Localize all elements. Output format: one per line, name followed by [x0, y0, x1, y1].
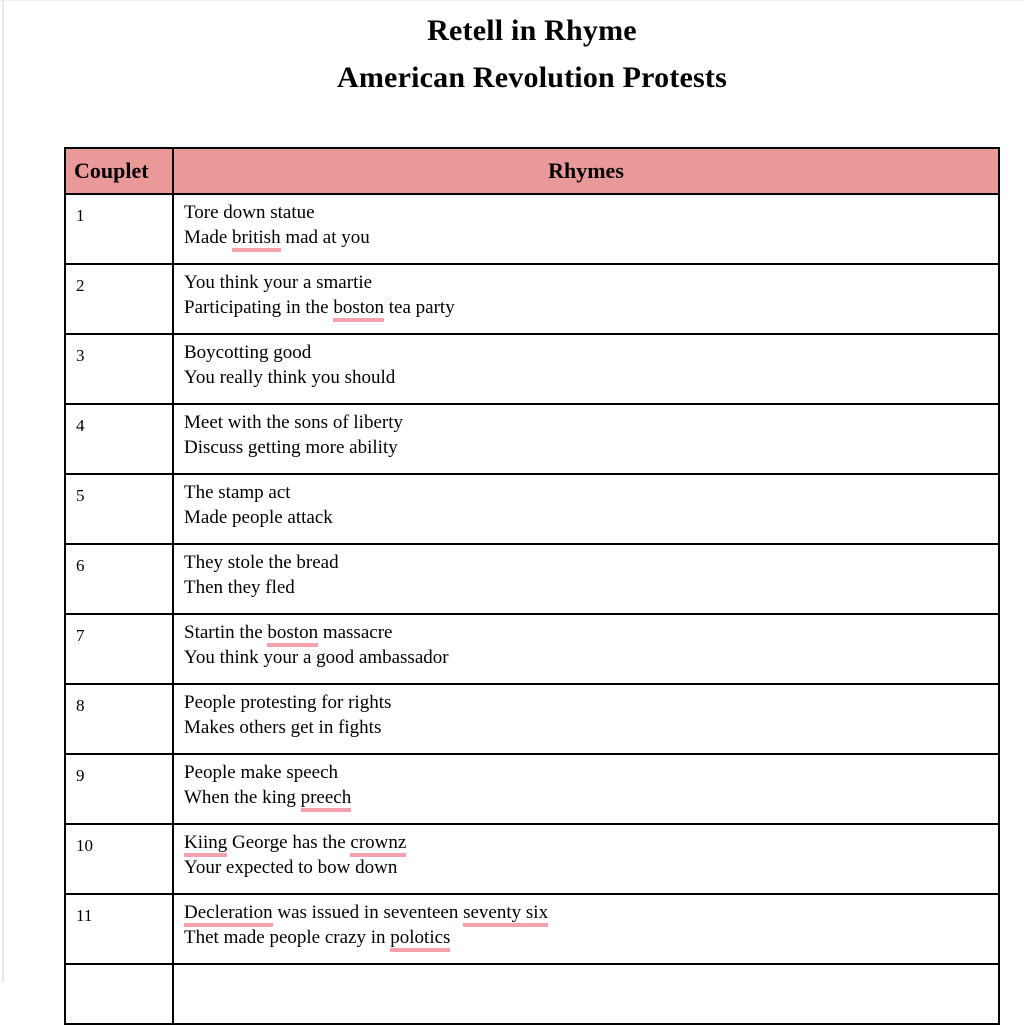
couplet-number-cell[interactable]: 4	[65, 404, 173, 474]
rhyme-line	[184, 785, 986, 810]
document-title-block	[40, 7, 1024, 101]
rhyme-cell[interactable]	[173, 474, 999, 544]
rhyme-line	[184, 225, 986, 250]
rhyme-line	[184, 620, 986, 645]
rhyme-text: Then they fled	[184, 577, 295, 598]
rhyme-cell[interactable]	[173, 684, 999, 754]
rhyme-text: massacre	[318, 622, 393, 643]
table-row	[65, 684, 999, 754]
table-header-row	[65, 148, 999, 194]
rhyme-line	[184, 365, 986, 390]
rhyme-line	[184, 855, 986, 880]
rhyme-line	[184, 900, 986, 925]
couplet-number-cell[interactable]: 8	[65, 684, 173, 754]
rhyme-text: Participating in the	[184, 297, 334, 318]
rhymes-column-header[interactable]: Rhymes	[173, 148, 999, 194]
rhyme-cell[interactable]	[173, 964, 999, 1024]
rhyme-text: When the king	[184, 787, 301, 808]
table-row	[65, 404, 999, 474]
rhyme-text: You think your a good ambassador	[184, 647, 449, 668]
rhyme-text: Made people attack	[184, 507, 333, 528]
misspelled-word: seventy six	[463, 902, 548, 927]
rhyme-text: Makes others get in fights	[184, 717, 382, 738]
rhyme-text: You think your a smartie	[184, 272, 373, 293]
page-left-edge	[2, 1, 4, 982]
rhyme-cell[interactable]	[173, 544, 999, 614]
misspelled-word: Decleration	[184, 902, 273, 927]
rhyme-cell[interactable]	[173, 754, 999, 824]
rhyme-text: mad at you	[280, 227, 370, 248]
rhyme-text: tea party	[384, 297, 455, 318]
couplet-number-cell[interactable]: 9	[65, 754, 173, 824]
misspelled-word: boston	[267, 622, 318, 647]
couplet-number-cell[interactable]: 7	[65, 614, 173, 684]
rhyme-line	[184, 760, 986, 785]
rhyme-text: You really think you should	[184, 367, 396, 388]
rhyme-text: They stole the bread	[184, 552, 339, 573]
rhyme-text: was issued in seventeen	[272, 902, 464, 923]
couplet-column-header[interactable]: Couplet	[65, 148, 173, 194]
couplet-number-cell[interactable]	[65, 964, 173, 1024]
rhyme-line	[184, 410, 986, 435]
misspelled-word: british	[232, 227, 281, 252]
table-row	[65, 334, 999, 404]
doc-title-line-1[interactable]: Retell in Rhyme	[427, 14, 637, 47]
table-row	[65, 194, 999, 264]
couplet-number-cell[interactable]: 2	[65, 264, 173, 334]
couplet-number-cell[interactable]: 1	[65, 194, 173, 264]
table-row	[65, 614, 999, 684]
rhyme-text: George has the	[227, 832, 351, 853]
table-row	[65, 264, 999, 334]
rhyme-text: People make speech	[184, 762, 339, 783]
rhyme-line	[184, 270, 986, 295]
rhyme-line	[184, 715, 986, 740]
rhyme-line	[184, 505, 986, 530]
table-row	[65, 964, 999, 1024]
rhyme-text: The stamp act	[184, 482, 291, 503]
rhyme-cell[interactable]	[173, 334, 999, 404]
rhyme-line	[184, 925, 986, 950]
rhyme-text: Thet made people crazy in	[184, 927, 391, 948]
rhyme-cell[interactable]	[173, 404, 999, 474]
rhyme-text: Startin the	[184, 622, 268, 643]
rhyme-line	[184, 340, 986, 365]
rhyme-text: People protesting for rights	[184, 692, 392, 713]
rhyme-text: Made	[184, 227, 233, 248]
rhyme-line	[184, 295, 986, 320]
rhyme-cell[interactable]	[173, 824, 999, 894]
misspelled-word: polotics	[390, 927, 450, 952]
rhyme-text: Meet with the sons of liberty	[184, 412, 403, 433]
rhyme-line	[184, 645, 986, 670]
table-row	[65, 474, 999, 544]
rhyme-line	[184, 200, 986, 225]
rhyme-line	[184, 480, 986, 505]
table-row	[65, 894, 999, 964]
rhyme-cell[interactable]	[173, 614, 999, 684]
misspelled-word: crownz	[350, 832, 406, 857]
misspelled-word: boston	[333, 297, 384, 322]
couplet-number-cell[interactable]: 6	[65, 544, 173, 614]
table-row	[65, 824, 999, 894]
couplets-table	[64, 147, 1000, 1025]
rhyme-line	[184, 435, 986, 460]
rhyme-cell[interactable]	[173, 194, 999, 264]
couplet-number-cell[interactable]: 5	[65, 474, 173, 544]
rhyme-text: Discuss getting more ability	[184, 437, 398, 458]
table-row	[65, 754, 999, 824]
couplet-number-cell[interactable]: 10	[65, 824, 173, 894]
rhyme-cell[interactable]	[173, 264, 999, 334]
misspelled-word: preech	[301, 787, 352, 812]
couplet-number-cell[interactable]: 3	[65, 334, 173, 404]
couplet-number-cell[interactable]: 11	[65, 894, 173, 964]
rhyme-line	[184, 575, 986, 600]
rhyme-cell[interactable]	[173, 894, 999, 964]
table-row	[65, 544, 999, 614]
rhyme-text: Your expected to bow down	[184, 857, 398, 878]
misspelled-word: Kiing	[184, 832, 227, 857]
table-body	[65, 194, 999, 1024]
rhyme-line	[184, 690, 986, 715]
rhyme-line	[184, 830, 986, 855]
doc-title-line-2[interactable]: American Revolution Protests	[337, 61, 727, 94]
rhyme-text: Tore down statue	[184, 202, 315, 223]
rhyme-text: Boycotting good	[184, 342, 312, 363]
rhyme-line	[184, 550, 986, 575]
